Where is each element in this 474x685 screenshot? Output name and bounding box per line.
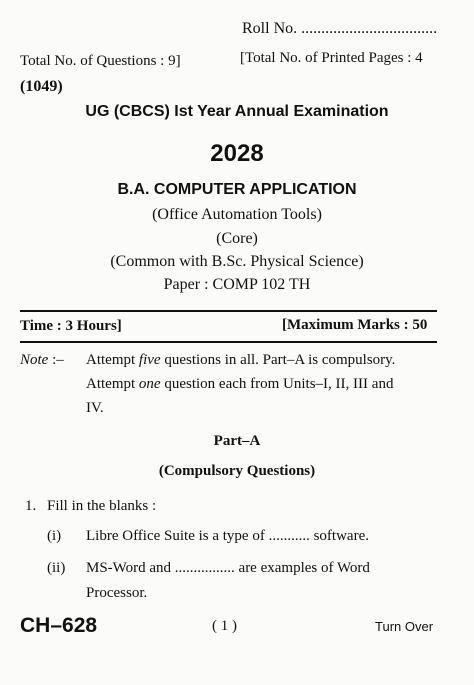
roll-number-field: Roll No. ..................................	[242, 20, 438, 37]
top-divider	[20, 310, 437, 312]
sub-question-ii-line-1: MS-Word and ................ are examples of Word	[86, 560, 370, 576]
paper-type: (Core)	[216, 230, 258, 247]
maximum-marks: [Maximum Marks : 50	[282, 317, 428, 333]
subject-title: (Office Automation Tools)	[152, 206, 322, 223]
question-1-number: 1.	[25, 498, 37, 514]
note-label: Note	[20, 352, 49, 368]
printed-pages: [Total No. of Printed Pages : 4	[240, 50, 423, 66]
note-line-2: Attempt one question each from Units–I, II, III and	[86, 376, 394, 392]
sub-question-i-text: Libre Office Suite is a type of ........... software.	[86, 528, 369, 544]
exam-year: 2028	[210, 140, 264, 167]
time-allowed: Time : 3 Hours]	[20, 318, 122, 334]
note-line-1: Attempt five questions in all. Part–A is compulsory.	[86, 352, 396, 368]
note-separator: :–	[52, 352, 64, 368]
sub-question-ii-number: (ii)	[47, 560, 66, 576]
sub-question-ii-line-2: Processor.	[86, 585, 148, 601]
part-subheading: (Compulsory Questions)	[158, 463, 316, 479]
footer-paper-code: CH–628	[20, 614, 98, 637]
turn-over-label: Turn Over	[375, 619, 434, 634]
sub-question-i-number: (i)	[47, 528, 62, 544]
note-emphasis-five: five	[138, 352, 161, 368]
note-emphasis-one: one	[138, 376, 161, 392]
part-heading: Part–A	[213, 433, 261, 449]
common-with: (Common with B.Sc. Physical Science)	[110, 253, 364, 270]
note-line-3: IV.	[86, 400, 104, 416]
bottom-divider	[20, 341, 437, 343]
paper-code-line: Paper : COMP 102 TH	[163, 276, 311, 293]
total-questions: Total No. of Questions : 9]	[20, 53, 181, 69]
note-block	[20, 352, 64, 369]
course-title: B.A. COMPUTER APPLICATION	[117, 181, 357, 198]
exam-title: UG (CBCS) Ist Year Annual Examination	[85, 103, 389, 120]
question-1-text: Fill in the blanks :	[47, 498, 157, 514]
page-number: ( 1 )	[212, 618, 237, 634]
paper-code: (1049)	[20, 78, 63, 95]
